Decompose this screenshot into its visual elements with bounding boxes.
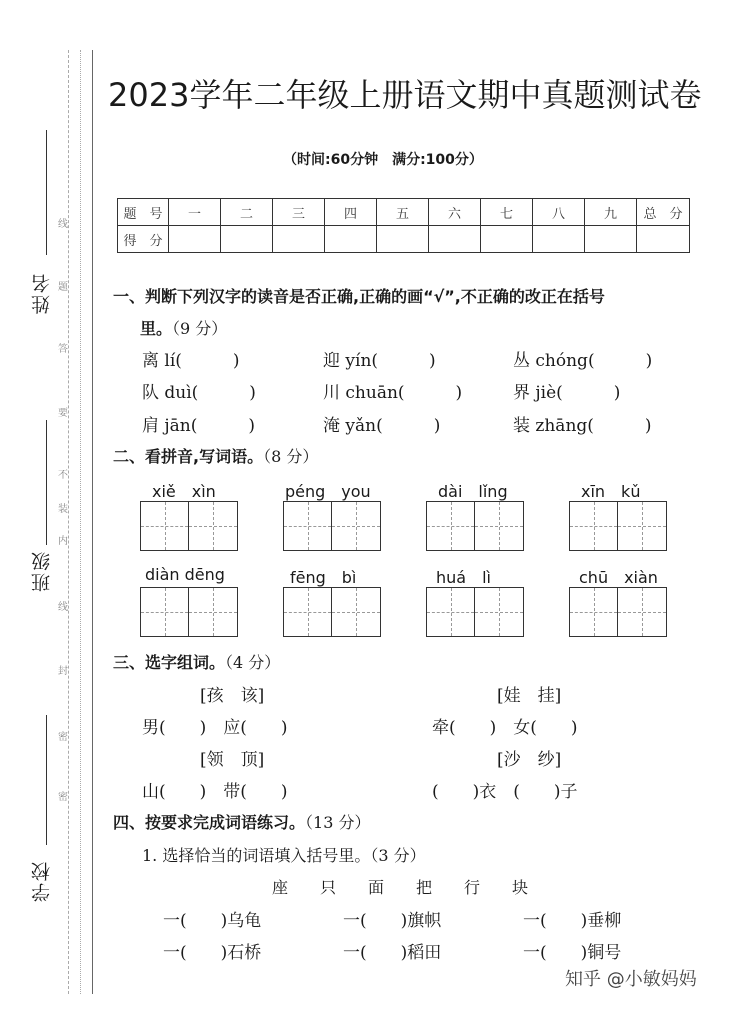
score-header-cell: 七 bbox=[481, 199, 533, 226]
pinyin-judge-item[interactable]: 迎 yín( ) bbox=[323, 351, 436, 371]
section-2-heading bbox=[113, 444, 318, 467]
grid-cell[interactable] bbox=[284, 502, 332, 550]
section-1-heading-text: 一、判断下列汉字的读音是否正确,正确的画“√”,不正确的改正在括号 bbox=[113, 287, 605, 306]
pinyin-prompt: xiě xìn bbox=[152, 482, 216, 501]
word-blank-item[interactable]: ( )衣 ( )子 bbox=[432, 782, 578, 802]
grid-cell[interactable] bbox=[570, 588, 618, 636]
score-cell[interactable] bbox=[377, 226, 429, 253]
score-cell[interactable] bbox=[221, 226, 273, 253]
pinyin-judge-item[interactable]: 界 jiè( ) bbox=[513, 383, 621, 403]
writing-grid[interactable] bbox=[569, 501, 667, 551]
pinyin-prompt: dài lǐng bbox=[438, 482, 508, 501]
grid-cell[interactable] bbox=[284, 588, 332, 636]
binding-line-dotted bbox=[68, 50, 69, 994]
grid-cell[interactable] bbox=[141, 588, 189, 636]
seal-char: 密 bbox=[58, 792, 68, 803]
score-header-cell: 六 bbox=[429, 199, 481, 226]
score-header-cell: 五 bbox=[377, 199, 429, 226]
pinyin-prompt: fēng bì bbox=[290, 568, 357, 587]
binding-line-solid bbox=[92, 50, 93, 994]
page-subtitle: （时间:60分钟 满分:100分） bbox=[283, 152, 483, 168]
section-2-heading-text: 二、看拼音,写词语。 bbox=[113, 447, 264, 466]
pinyin-prompt: huá lì bbox=[436, 568, 491, 587]
seal-char: 答 bbox=[58, 344, 68, 355]
measure-word-item[interactable]: 一( )旗帜 bbox=[343, 911, 442, 931]
seal-char: 线 bbox=[58, 602, 68, 613]
watermark: 知乎 @小敏妈妈 bbox=[565, 969, 697, 990]
writing-grid[interactable] bbox=[140, 587, 238, 637]
pinyin-judge-item[interactable]: 淹 yǎn( ) bbox=[323, 416, 441, 436]
section-4-heading bbox=[113, 810, 370, 833]
pinyin-judge-item[interactable]: 队 duì( ) bbox=[142, 383, 256, 403]
score-cell[interactable] bbox=[273, 226, 325, 253]
writing-grid[interactable] bbox=[283, 587, 381, 637]
pinyin-prompt: chū xiàn bbox=[579, 568, 658, 587]
writing-grid[interactable] bbox=[426, 587, 524, 637]
score-cell[interactable] bbox=[169, 226, 221, 253]
section-2-points: （8 分） bbox=[263, 447, 319, 466]
seal-char: 要 bbox=[58, 408, 68, 419]
word-bank: 座 只 面 把 行 块 bbox=[272, 878, 529, 897]
score-header-cell: 三 bbox=[273, 199, 325, 226]
score-cell[interactable] bbox=[325, 226, 377, 253]
grid-cell[interactable] bbox=[141, 502, 189, 550]
score-cell[interactable] bbox=[533, 226, 585, 253]
binding-line-dotted bbox=[80, 50, 81, 994]
score-cell[interactable] bbox=[585, 226, 637, 253]
pinyin-judge-item[interactable]: 装 zhāng( ) bbox=[513, 416, 652, 436]
section-3-heading bbox=[113, 650, 280, 673]
score-row-label: 得 分 bbox=[118, 226, 169, 253]
score-header-cell: 九 bbox=[585, 199, 637, 226]
seal-char: 线 bbox=[58, 219, 68, 230]
char-choice-group: [沙 纱] bbox=[497, 750, 562, 770]
grid-cell[interactable] bbox=[475, 588, 523, 636]
score-cell[interactable] bbox=[637, 226, 690, 253]
pinyin-prompt: diàn dēng bbox=[145, 565, 225, 584]
seal-char: 题 bbox=[58, 282, 68, 293]
grid-cell[interactable] bbox=[332, 588, 380, 636]
section-4-points: （13 分） bbox=[305, 813, 371, 832]
writing-grid[interactable] bbox=[569, 587, 667, 637]
score-header-cell: 四 bbox=[325, 199, 377, 226]
score-header-cell: 八 bbox=[533, 199, 585, 226]
pinyin-prompt: péng you bbox=[285, 482, 371, 501]
seal-char: 装 bbox=[58, 504, 68, 515]
section-4-heading-text: 四、按要求完成词语练习。 bbox=[113, 813, 306, 832]
seal-char: 内 bbox=[58, 536, 68, 547]
seal-char: 不 bbox=[58, 470, 68, 481]
grid-cell[interactable] bbox=[570, 502, 618, 550]
writing-grid[interactable] bbox=[140, 501, 238, 551]
char-choice-group: [孩 该] bbox=[200, 686, 265, 706]
section-1-heading-cont-text: 里。 bbox=[140, 319, 173, 338]
school-label: 学校 bbox=[31, 860, 53, 902]
measure-word-item[interactable]: 一( )铜号 bbox=[523, 943, 622, 963]
score-row bbox=[118, 226, 690, 253]
section-1-heading-cont bbox=[140, 316, 227, 339]
measure-word-item[interactable]: 一( )石桥 bbox=[163, 943, 262, 963]
word-blank-item[interactable]: 牵( ) 女( ) bbox=[432, 718, 578, 738]
section-1-points: （9 分） bbox=[172, 319, 228, 338]
pinyin-judge-item[interactable]: 离 lí( ) bbox=[142, 351, 240, 371]
score-header-cell: 一 bbox=[169, 199, 221, 226]
pinyin-judge-item[interactable]: 丛 chóng( ) bbox=[513, 351, 653, 371]
grid-cell[interactable] bbox=[189, 502, 237, 550]
grid-cell[interactable] bbox=[189, 588, 237, 636]
grid-cell[interactable] bbox=[427, 588, 475, 636]
word-blank-item[interactable]: 男( ) 应( ) bbox=[142, 718, 288, 738]
score-header-cell: 题 号 bbox=[118, 199, 169, 226]
char-choice-group: [娃 挂] bbox=[497, 686, 562, 706]
grid-cell[interactable] bbox=[475, 502, 523, 550]
seal-char: 封 bbox=[58, 666, 68, 677]
name-label: 姓名 bbox=[31, 272, 53, 314]
seal-char: 密 bbox=[58, 732, 68, 743]
grid-cell[interactable] bbox=[332, 502, 380, 550]
grid-cell[interactable] bbox=[618, 588, 666, 636]
score-header-row bbox=[118, 199, 690, 226]
pinyin-judge-item[interactable]: 肩 jān( ) bbox=[142, 416, 256, 436]
writing-grid[interactable] bbox=[283, 501, 381, 551]
subquestion-1: 1. 选择恰当的词语填入括号里。（3 分） bbox=[142, 846, 426, 865]
page-title: 2023学年二年级上册语文期中真题测试卷 bbox=[108, 76, 702, 114]
section-1-heading bbox=[113, 284, 605, 307]
class-label: 班级 bbox=[31, 550, 53, 592]
score-cell[interactable] bbox=[429, 226, 481, 253]
score-cell[interactable] bbox=[481, 226, 533, 253]
school-field[interactable] bbox=[46, 715, 47, 845]
class-field[interactable] bbox=[46, 420, 47, 545]
pinyin-judge-item[interactable]: 川 chuān( ) bbox=[323, 383, 463, 403]
score-table bbox=[117, 198, 690, 253]
measure-word-item[interactable]: 一( )垂柳 bbox=[523, 911, 622, 931]
score-header-cell: 二 bbox=[221, 199, 273, 226]
name-field[interactable] bbox=[46, 130, 47, 255]
pinyin-prompt: xīn kǔ bbox=[581, 482, 641, 501]
grid-cell[interactable] bbox=[618, 502, 666, 550]
grid-cell[interactable] bbox=[427, 502, 475, 550]
measure-word-item[interactable]: 一( )稻田 bbox=[343, 943, 442, 963]
section-3-points: （4 分） bbox=[225, 653, 281, 672]
word-blank-item[interactable]: 山( ) 带( ) bbox=[142, 782, 288, 802]
char-choice-group: [领 顶] bbox=[200, 750, 265, 770]
section-3-heading-text: 三、选字组词。 bbox=[113, 653, 226, 672]
score-header-cell: 总 分 bbox=[637, 199, 690, 226]
writing-grid[interactable] bbox=[426, 501, 524, 551]
measure-word-item[interactable]: 一( )乌龟 bbox=[163, 911, 262, 931]
